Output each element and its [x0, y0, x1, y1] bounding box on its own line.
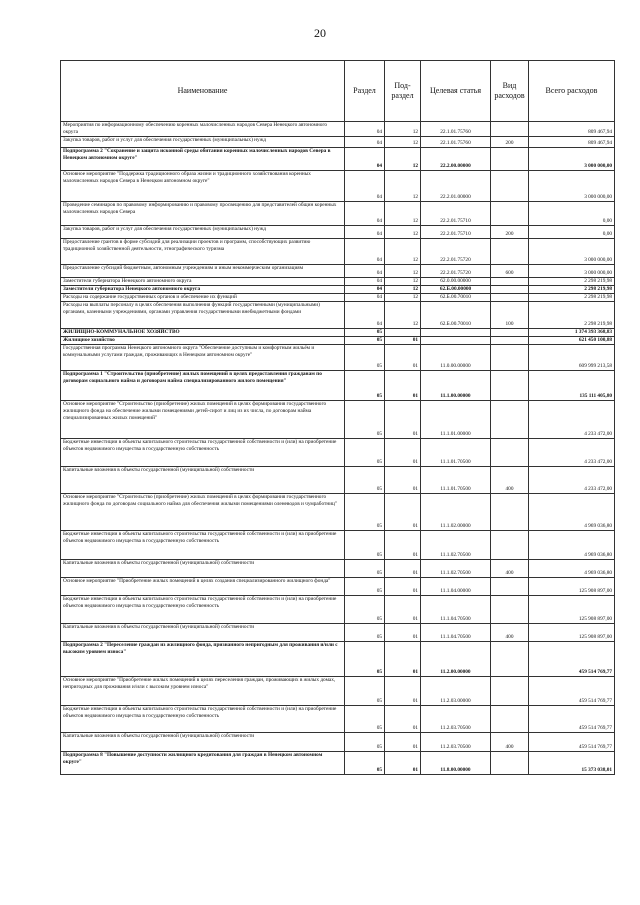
cell-total: 135 111 405,80	[529, 371, 615, 401]
cell-section: 05	[345, 345, 385, 371]
cell-kind	[491, 148, 529, 171]
cell-total: 15 373 038,01	[529, 752, 615, 775]
cell-section: 05	[345, 733, 385, 752]
cell-article: 11.1.04.00000	[421, 578, 491, 596]
cell-kind	[491, 345, 529, 371]
cell-total: 4 969 036,80	[529, 560, 615, 578]
cell-subsection: 01	[385, 752, 421, 775]
cell-name: Капитальные вложения в объекты государственной (муниципальной) собственности	[61, 624, 345, 642]
cell-article	[421, 337, 491, 345]
cell-subsection: 12	[385, 137, 421, 148]
cell-name: Бюджетные инвестиции в объекты капитального строительства государственной собственности и (или) на приобретение объектов недвижимого имущества в государственную собственность	[61, 596, 345, 624]
cell-kind	[491, 706, 529, 733]
cell-article: 11.1.02.70500	[421, 560, 491, 578]
table-row	[61, 202, 615, 226]
cell-total: 125 908 897,00	[529, 624, 615, 642]
cell-kind	[491, 752, 529, 775]
cell-article: 22.1.01.75760	[421, 137, 491, 148]
cell-kind	[491, 337, 529, 345]
cell-name: ЖИЛИЩНО-КОММУНАЛЬНОЕ ХОЗЯЙСТВО	[61, 329, 345, 337]
cell-name: Жилищное хозяйство	[61, 337, 345, 345]
cell-section: 04	[345, 148, 385, 171]
cell-total: 0,00	[529, 226, 615, 239]
cell-total: 609 999 213,58	[529, 345, 615, 371]
cell-article: 62.Б.00.70010	[421, 294, 491, 302]
cell-article: 11.1.04.70500	[421, 596, 491, 624]
cell-name: Основное мероприятие "Приобретение жилых помещений в целях переселения граждан, проживающих в жилых домах, непригодных для проживания и/или с высоким уровнем износа"	[61, 677, 345, 706]
cell-section: 04	[345, 278, 385, 286]
cell-article: 11.8.00.00000	[421, 752, 491, 775]
cell-section: 04	[345, 226, 385, 239]
cell-kind	[491, 171, 529, 202]
cell-subsection: 01	[385, 642, 421, 677]
cell-section: 05	[345, 494, 385, 531]
cell-subsection: 01	[385, 337, 421, 345]
cell-subsection: 01	[385, 733, 421, 752]
cell-kind	[491, 122, 529, 137]
cell-article: 11.1.01.00000	[421, 401, 491, 439]
cell-kind: 600	[491, 265, 529, 278]
cell-article	[421, 329, 491, 337]
table-row	[61, 733, 615, 752]
cell-name: Бюджетные инвестиции в объекты капитального строительства государственной собственности и (или) на приобретение объектов недвижимого имущества в государственную собственность	[61, 439, 345, 467]
table-row	[61, 171, 615, 202]
cell-name: Заместители губернатора Ненецкого автономного округа	[61, 278, 345, 286]
table-row	[61, 239, 615, 265]
budget-table	[60, 60, 615, 775]
table-row	[61, 467, 615, 494]
cell-name: Подпрограмма 1 "Строительство (приобретение) жилых помещений в целях предоставления гражданам по договорам социального найма и договорам найма специализированного жилого помещения"	[61, 371, 345, 401]
cell-kind	[491, 642, 529, 677]
cell-subsection: 12	[385, 294, 421, 302]
cell-article: 11.1.02.70500	[421, 531, 491, 560]
cell-kind	[491, 439, 529, 467]
table-row	[61, 265, 615, 278]
table-row	[61, 560, 615, 578]
cell-section: 04	[345, 202, 385, 226]
cell-article: 11.1.01.70500	[421, 439, 491, 467]
cell-subsection: 12	[385, 122, 421, 137]
cell-subsection: 01	[385, 401, 421, 439]
cell-kind	[491, 239, 529, 265]
cell-section: 04	[345, 122, 385, 137]
cell-kind	[491, 278, 529, 286]
cell-article: 22.2.01.75710	[421, 202, 491, 226]
cell-article: 22.2.01.75720	[421, 265, 491, 278]
cell-section: 05	[345, 642, 385, 677]
cell-total: 459 514 769,77	[529, 706, 615, 733]
cell-total: 3 000 000,00	[529, 265, 615, 278]
cell-section: 05	[345, 329, 385, 337]
cell-kind	[491, 401, 529, 439]
cell-section: 05	[345, 578, 385, 596]
cell-name: Закупка товаров, работ и услуг для обеспечения государственных (муниципальных) нужд	[61, 226, 345, 239]
cell-total: 2 298 219,98	[529, 294, 615, 302]
table-row	[61, 706, 615, 733]
cell-section: 05	[345, 401, 385, 439]
table-row	[61, 148, 615, 171]
cell-article: 11.2.03.00000	[421, 677, 491, 706]
table-row	[61, 531, 615, 560]
cell-article: 11.1.02.00000	[421, 494, 491, 531]
cell-total: 3 000 000,00	[529, 148, 615, 171]
cell-subsection: 12	[385, 171, 421, 202]
cell-subsection: 01	[385, 596, 421, 624]
cell-total: 4 233 472,00	[529, 467, 615, 494]
cell-total: 809 467,94	[529, 137, 615, 148]
header-article: Целевая статья	[421, 61, 491, 122]
header-kind: Вид расходов	[491, 61, 529, 122]
cell-article: 62.Б.00.00000	[421, 286, 491, 294]
cell-total: 1 374 393 368,83	[529, 329, 615, 337]
cell-subsection: 01	[385, 531, 421, 560]
cell-kind: 200	[491, 226, 529, 239]
table-row	[61, 439, 615, 467]
cell-name: Предоставление субсидий бюджетным, автономным учреждениям и иным некоммерческим организациям	[61, 265, 345, 278]
cell-subsection	[385, 329, 421, 337]
cell-article: 22.2.01.75720	[421, 239, 491, 265]
cell-kind: 400	[491, 560, 529, 578]
cell-name: Расходы на содержание государственных органов и обеспечение их функций	[61, 294, 345, 302]
cell-kind	[491, 329, 529, 337]
table-row	[61, 578, 615, 596]
cell-subsection: 12	[385, 265, 421, 278]
cell-total: 4 969 036,80	[529, 494, 615, 531]
cell-subsection: 01	[385, 578, 421, 596]
cell-article: 11.1.00.00000	[421, 371, 491, 401]
cell-kind	[491, 578, 529, 596]
table-row	[61, 302, 615, 329]
cell-total: 459 514 769,77	[529, 733, 615, 752]
cell-article: 11.2.00.00000	[421, 642, 491, 677]
cell-total: 2 298 219,98	[529, 302, 615, 329]
cell-total: 459 514 769,77	[529, 642, 615, 677]
cell-subsection: 12	[385, 302, 421, 329]
cell-subsection: 12	[385, 239, 421, 265]
cell-article: 62.Б.00.70010	[421, 302, 491, 329]
cell-section: 04	[345, 239, 385, 265]
cell-section: 05	[345, 439, 385, 467]
cell-article: 11.1.04.70500	[421, 624, 491, 642]
cell-article: 11.0.00.00000	[421, 345, 491, 371]
table-row	[61, 122, 615, 137]
cell-section: 04	[345, 137, 385, 148]
header-section: Раздел	[345, 61, 385, 122]
cell-article: 22.2.01.00000	[421, 171, 491, 202]
cell-subsection: 01	[385, 624, 421, 642]
cell-article: 22.2.00.00000	[421, 148, 491, 171]
cell-kind: 200	[491, 137, 529, 148]
cell-total: 125 908 897,00	[529, 596, 615, 624]
cell-kind	[491, 596, 529, 624]
cell-subsection: 01	[385, 494, 421, 531]
table-row	[61, 401, 615, 439]
table-row	[61, 624, 615, 642]
header-subsection: Под- раздел	[385, 61, 421, 122]
cell-kind: 400	[491, 467, 529, 494]
cell-article: 22.2.01.75710	[421, 226, 491, 239]
cell-name: Подпрограмма 8 "Повышение доступности жилищного кредитования для граждан в Ненецком автономном округе"	[61, 752, 345, 775]
cell-name: Основное мероприятие "Приобретение жилых помещений в целях создания специализированного жилищного фонда"	[61, 578, 345, 596]
table-row	[61, 286, 615, 294]
cell-kind	[491, 294, 529, 302]
cell-section: 05	[345, 752, 385, 775]
table-row	[61, 494, 615, 531]
cell-total: 2 298 219,98	[529, 286, 615, 294]
cell-section: 05	[345, 371, 385, 401]
cell-total: 3 000 000,00	[529, 239, 615, 265]
cell-total: 4 969 036,80	[529, 531, 615, 560]
cell-name: Бюджетные инвестиции в объекты капитального строительства государственной собственности и (или) на приобретение объектов недвижимого имущества в государственную собственность	[61, 706, 345, 733]
cell-kind: 100	[491, 302, 529, 329]
cell-subsection: 01	[385, 677, 421, 706]
cell-name: Капитальные вложения в объекты государственной (муниципальной) собственности	[61, 560, 345, 578]
cell-subsection: 01	[385, 345, 421, 371]
cell-subsection: 12	[385, 202, 421, 226]
cell-kind	[491, 494, 529, 531]
cell-subsection: 12	[385, 278, 421, 286]
cell-section: 04	[345, 286, 385, 294]
cell-name: Мероприятия по информационному обеспечению коренных малочисленных народов Севера Ненецкого автономного округа	[61, 122, 345, 137]
cell-subsection: 12	[385, 226, 421, 239]
cell-name: Подпрограмма 2 "Сохранение и защита исконной среды обитания коренных малочисленных народов Севера в Ненецком автономном округе"	[61, 148, 345, 171]
cell-name: Предоставление грантов в форме субсидий для реализации проектов и программ, способствующих развитию традиционной хозяйственной деятельности, этнографического туризма	[61, 239, 345, 265]
cell-total: 0,00	[529, 202, 615, 226]
cell-kind: 400	[491, 733, 529, 752]
cell-total: 3 000 000,00	[529, 171, 615, 202]
cell-kind	[491, 677, 529, 706]
cell-kind	[491, 371, 529, 401]
cell-kind	[491, 202, 529, 226]
page-number: 20	[314, 26, 326, 40]
cell-article: 11.2.03.70500	[421, 706, 491, 733]
cell-name: Проведение семинаров по правовому информированию и правовому просвещению для представителей общин коренных малочисленных народов Севера	[61, 202, 345, 226]
cell-section: 04	[345, 265, 385, 278]
cell-subsection: 12	[385, 148, 421, 171]
cell-section: 04	[345, 302, 385, 329]
cell-subsection: 01	[385, 560, 421, 578]
cell-total: 4 233 472,00	[529, 439, 615, 467]
table-row	[61, 329, 615, 337]
cell-name: Подпрограмма 2 "Переселение граждан из жилищного фонда, признанного непригодным для проживания и/или с высоким уровнем износа"	[61, 642, 345, 677]
cell-kind: 400	[491, 624, 529, 642]
cell-name: Заместители губернатора Ненецкого автономного округа	[61, 286, 345, 294]
header-total: Всего расходов	[529, 61, 615, 122]
cell-name: Закупка товаров, работ и услуг для обеспечения государственных (муниципальных) нужд	[61, 137, 345, 148]
header-name: Наименование	[61, 61, 345, 122]
cell-kind	[491, 531, 529, 560]
cell-section: 05	[345, 706, 385, 733]
table-row	[61, 371, 615, 401]
table-row	[61, 278, 615, 286]
cell-name: Капитальные вложения в объекты государственной (муниципальной) собственности	[61, 733, 345, 752]
cell-section: 05	[345, 337, 385, 345]
cell-total: 4 233 472,00	[529, 401, 615, 439]
table-body	[61, 122, 615, 775]
cell-subsection: 01	[385, 439, 421, 467]
cell-section: 05	[345, 467, 385, 494]
cell-subsection: 01	[385, 371, 421, 401]
cell-section: 05	[345, 596, 385, 624]
cell-article: 11.2.03.70500	[421, 733, 491, 752]
cell-total: 809 467,94	[529, 122, 615, 137]
table-row	[61, 642, 615, 677]
cell-subsection: 01	[385, 706, 421, 733]
cell-section: 04	[345, 294, 385, 302]
cell-article: 22.1.01.75760	[421, 122, 491, 137]
cell-section: 05	[345, 531, 385, 560]
table-header-row	[61, 61, 615, 122]
cell-article: 62.0.00.00000	[421, 278, 491, 286]
table-row	[61, 294, 615, 302]
table-row	[61, 226, 615, 239]
table-row	[61, 337, 615, 345]
table-row	[61, 752, 615, 775]
cell-total: 125 908 897,00	[529, 578, 615, 596]
cell-name: Расходы на выплаты персоналу в целях обеспечения выполнения функций государственными (муниципальными) органами, казенными учреждениями, органами управления государственными внебюджетными фондами	[61, 302, 345, 329]
cell-section: 04	[345, 171, 385, 202]
table-row	[61, 596, 615, 624]
table-row	[61, 137, 615, 148]
cell-total: 621 450 100,88	[529, 337, 615, 345]
cell-subsection: 12	[385, 286, 421, 294]
table-row	[61, 345, 615, 371]
cell-total: 459 514 769,77	[529, 677, 615, 706]
cell-name: Основное мероприятие "Поддержка традиционного образа жизни и традиционного хозяйствования коренных малочисленных народов Севера в Ненецком автономном округе"	[61, 171, 345, 202]
cell-article: 11.1.01.70500	[421, 467, 491, 494]
cell-name: Капитальные вложения в объекты государственной (муниципальной) собственности	[61, 467, 345, 494]
cell-total: 2 298 219,98	[529, 278, 615, 286]
cell-name: Основное мероприятие "Строительство (приобретение) жилых помещений в целях формирования государственного жилищного фонда по договорам социального найма для обеспечения жилыми помещениями оленеводов и чумработниц"	[61, 494, 345, 531]
cell-kind	[491, 286, 529, 294]
table-row	[61, 677, 615, 706]
cell-subsection: 01	[385, 467, 421, 494]
cell-name: Бюджетные инвестиции в объекты капитального строительства государственной собственности и (или) на приобретение объектов недвижимого имущества в государственную собственность	[61, 531, 345, 560]
cell-section: 05	[345, 677, 385, 706]
cell-section: 05	[345, 624, 385, 642]
cell-name: Государственная программа Ненецкого автономного округа "Обеспечение доступным и комфортным жильём и коммунальными услугами граждан, проживающих в Ненецком автономном округе"	[61, 345, 345, 371]
cell-name: Основное мероприятие "Строительство (приобретение) жилых помещений в целях формирования государственного жилищного фонда на обеспечение жилыми помещениями детей-сирот и лиц из их числа, по договорам найма специализированных жилых помещений"	[61, 401, 345, 439]
cell-section: 05	[345, 560, 385, 578]
